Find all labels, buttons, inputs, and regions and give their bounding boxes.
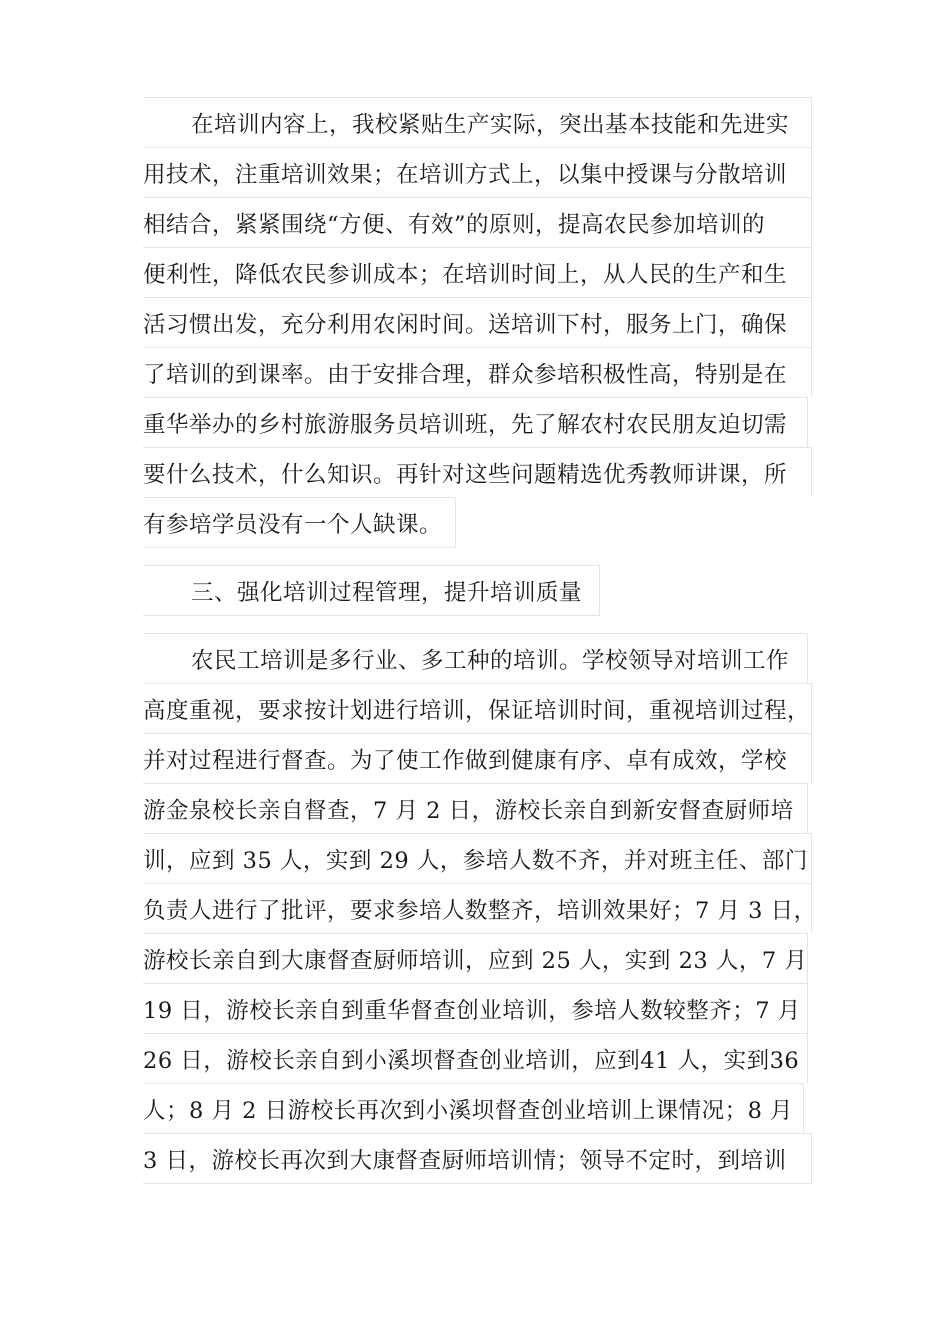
text-line: 26 日，游校长亲自到小溪坝督查创业培训，应到41 人，实到36 (143, 1033, 808, 1083)
text-line: 要什么技术，什么知识。再针对这些问题精选优秀教师讲课，所 (143, 447, 812, 497)
text-line: 负责人进行了批评，要求参培人数整齐，培训效果好；7 月 3 日， (143, 883, 812, 933)
text-line: 3 日，游校长再次到大康督查厨师培训情；领导不定时，到培训 (143, 1133, 812, 1184)
text-line: 用技术，注重培训效果；在培训方式上，以集中授课与分散培训 (143, 147, 812, 197)
section-heading (143, 565, 600, 616)
text-line: 重华举办的乡村旅游服务员培训班，先了解农村农民朋友迫切需 (143, 397, 808, 447)
heading-text: 三、强化培训过程管理，提升培训质量 (143, 565, 600, 616)
text-line: 相结合，紧紧围绕“方便、有效”的原则，提高农民参加培训的 (143, 197, 812, 247)
text-line: 在培训内容上，我校紧贴生产实际，突出基本技能和先进实 (143, 97, 812, 147)
text-line: 19 日，游校长亲自到重华督查创业培训，参培人数较整齐；7 月 (143, 983, 808, 1033)
text-line: 训，应到 35 人，实到 29 人，参培人数不齐，并对班主任、部门 (143, 833, 812, 883)
text-line: 游校长亲自到大康督查厨师培训，应到 25 人，实到 23 人，7 月 (143, 933, 808, 983)
paragraph-training-content (143, 97, 812, 548)
text-line: 活习惯出发，充分利用农闲时间。送培训下村，服务上门，确保 (143, 297, 812, 347)
text-line: 并对过程进行督查。为了使工作做到健康有序、卓有成效，学校 (143, 733, 812, 783)
text-line: 高度重视，要求按计划进行培训，保证培训时间，重视培训过程， (143, 683, 812, 733)
text-line: 游金泉校长亲自督查，7 月 2 日，游校长亲自到新安督查厨师培 (143, 783, 808, 833)
paragraph-process-management (143, 633, 817, 1184)
text-line: 便利性，降低农民参训成本；在培训时间上，从人民的生产和生 (143, 247, 812, 297)
text-line: 有参培学员没有一个人缺课。 (143, 497, 456, 548)
text-line: 了培训的到课率。由于安排合理，群众参培积极性高，特别是在 (143, 347, 812, 397)
text-line: 农民工培训是多行业、多工种的培训。学校领导对培训工作 (143, 633, 808, 683)
text-line: 人；8 月 2 日游校长再次到小溪坝督查创业培训上课情况；8 月 (143, 1083, 804, 1133)
